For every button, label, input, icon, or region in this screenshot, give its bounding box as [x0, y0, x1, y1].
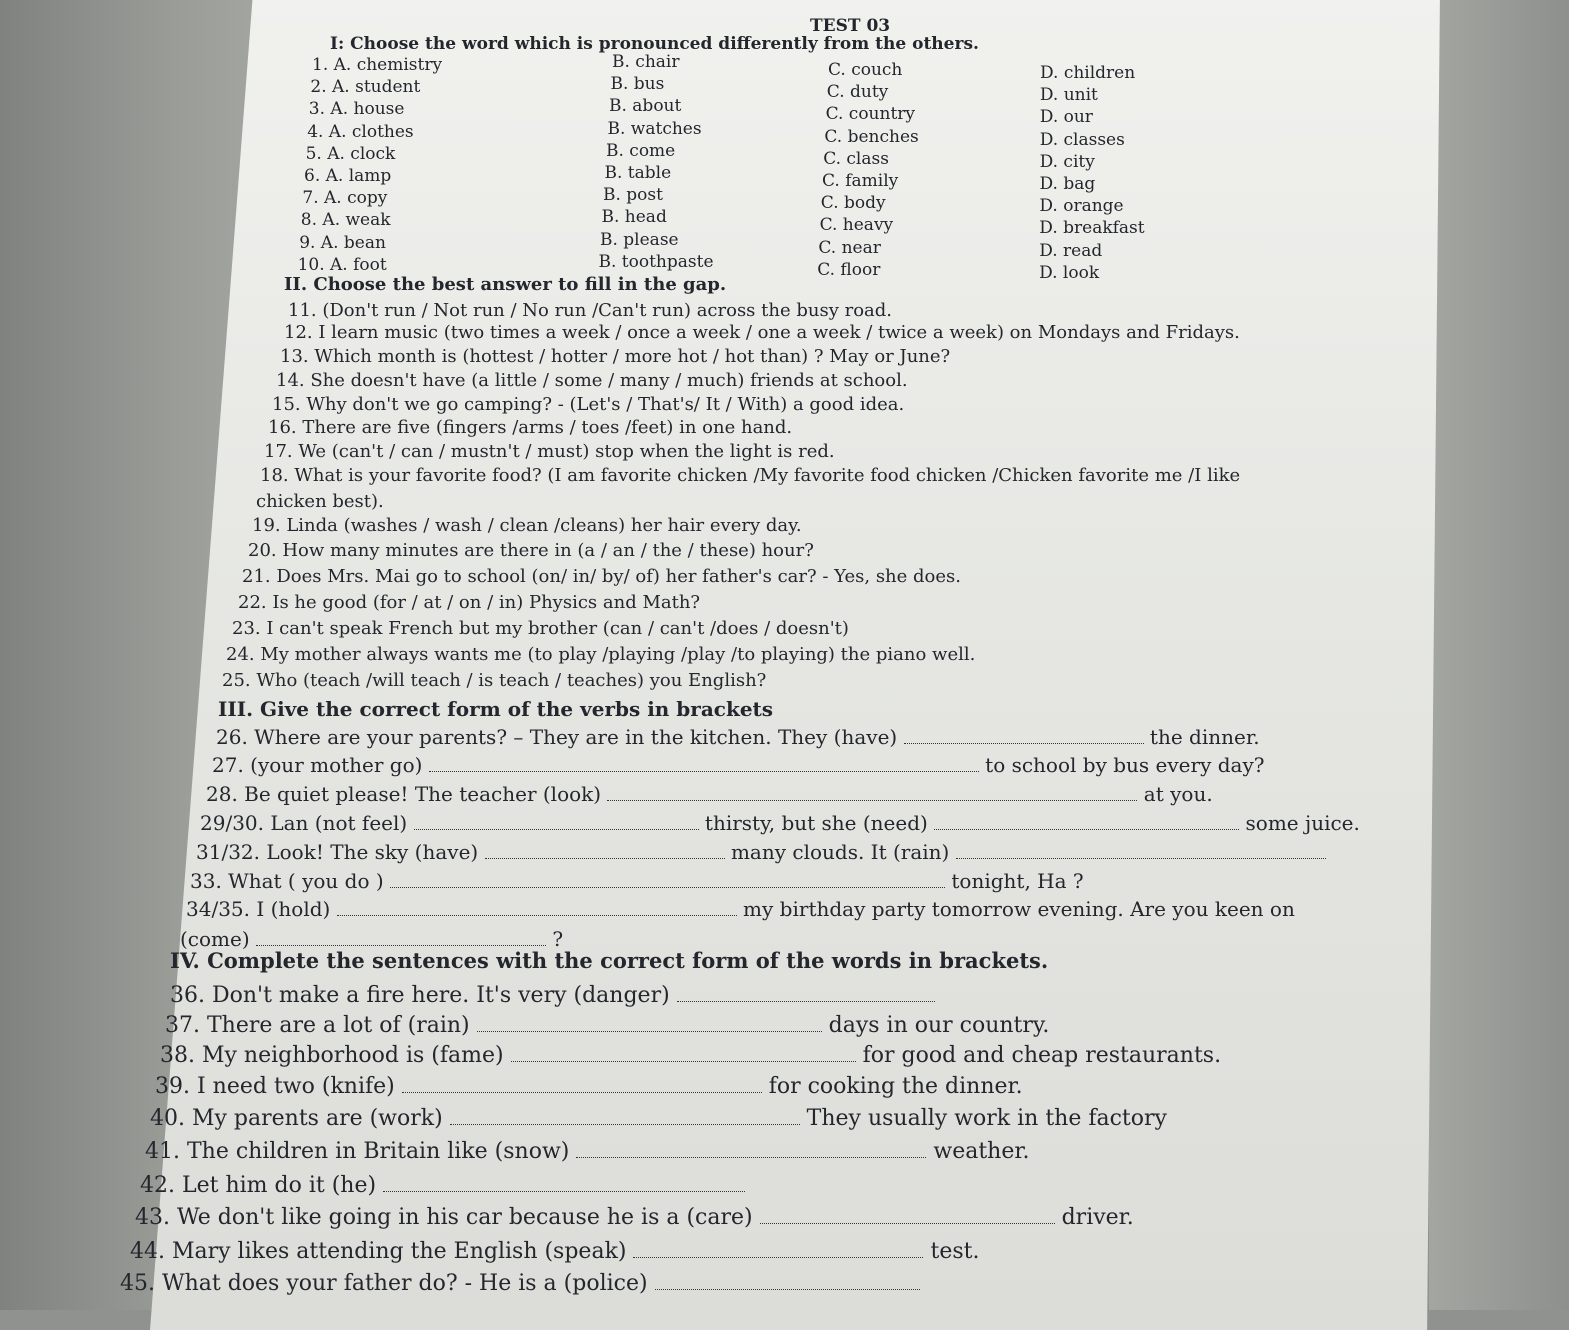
answer-blank[interactable]: [429, 755, 979, 772]
question-text: 37. There are a lot of (rain): [165, 1013, 477, 1038]
option-q2-B: B. bus: [610, 74, 665, 95]
option-q9-C: C. near: [818, 237, 881, 258]
option-q1-A: 1. A. chemistry: [312, 55, 443, 75]
question-text: test.: [923, 1239, 980, 1264]
option-q1-C: C. couch: [828, 60, 903, 80]
answer-blank[interactable]: [576, 1139, 926, 1158]
option-q10-B: B. toothpaste: [598, 251, 714, 272]
section4-heading: IV. Complete the sentences with the correct form of the words in brackets.: [170, 948, 1049, 973]
question-text: 43. We don't like going in his car because he is a (care): [135, 1205, 760, 1230]
question-text: some juice.: [1239, 811, 1360, 835]
question-text: 26. Where are your parents? – They are in the kitchen. They (have): [216, 725, 904, 749]
option-q8-C: C. heavy: [819, 215, 894, 236]
question-line-4: 14. She doesn't have (a little / some / many / much) friends at school.: [276, 370, 908, 391]
question-text: 34/35. I (hold): [186, 897, 337, 921]
question-text: 39. I need two (knife): [155, 1074, 402, 1099]
question-text: 31/32. Look! The sky (have): [196, 840, 485, 864]
answer-blank[interactable]: [402, 1074, 762, 1093]
question-line-12: 21. Does Mrs. Mai go to school (on/ in/ by/ of) her father's car? - Yes, she does.: [242, 566, 961, 587]
word-form-question-2: [165, 1013, 1049, 1038]
option-q2-A: 2. A. student: [310, 77, 421, 98]
question-text: the dinner.: [1143, 725, 1260, 749]
test-title: TEST 03: [810, 16, 891, 36]
option-q9-D: D. read: [1039, 240, 1103, 261]
answer-blank[interactable]: [760, 1205, 1055, 1224]
question-line-11: 20. How many minutes are there in (a / an / the / these) hour?: [248, 540, 814, 561]
answer-blank[interactable]: [607, 784, 1137, 801]
option-q3-B: B. about: [609, 96, 682, 117]
question-text: to school by bus every day?: [978, 753, 1265, 777]
verb-question-5: [196, 840, 1326, 864]
answer-blank[interactable]: [337, 899, 737, 916]
option-q5-A: 5. A. clock: [305, 143, 396, 164]
verb-question-4: [200, 811, 1360, 835]
option-q6-B: B. table: [604, 163, 672, 183]
answer-blank[interactable]: [383, 1173, 745, 1192]
question-line-9: chicken best).: [256, 491, 384, 512]
question-text: They usually work in the factory: [799, 1106, 1167, 1131]
question-line-10: 19. Linda (washes / wash / clean /cleans) her hair every day.: [252, 515, 802, 536]
question-text: days in our country.: [821, 1013, 1050, 1038]
option-q4-A: 4. A. clothes: [307, 121, 414, 142]
section1-heading: I: Choose the word which is pronounced differently from the others.: [330, 34, 979, 54]
word-form-question-6: [145, 1139, 1029, 1164]
question-text: tonight, Ha ?: [945, 869, 1084, 893]
answer-blank[interactable]: [956, 842, 1326, 859]
answer-blank[interactable]: [677, 983, 935, 1002]
answer-blank[interactable]: [904, 727, 1144, 744]
question-line-14: 23. I can't speak French but my brother (can / can't /does / doesn't): [232, 618, 849, 639]
answer-blank[interactable]: [477, 1013, 822, 1032]
question-line-8: 18. What is your favorite food? (I am favorite chicken /My favorite food chicken /Chicken favorite me /I like: [260, 465, 1241, 486]
option-q9-B: B. please: [600, 229, 679, 250]
verb-question-7: [186, 897, 1295, 921]
option-q1-B: B. chair: [612, 52, 680, 72]
answer-blank[interactable]: [485, 842, 725, 859]
answer-blank[interactable]: [450, 1106, 800, 1125]
word-form-question-7: [140, 1173, 745, 1198]
word-form-question-1: [170, 983, 935, 1008]
option-q7-C: C. body: [820, 193, 886, 214]
option-q6-D: D. bag: [1039, 174, 1096, 194]
option-q10-A: 10. A. foot: [297, 254, 387, 275]
question-line-5: 15. Why don't we go camping? - (Let's / That's/ It / With) a good idea.: [272, 394, 905, 415]
option-q8-A: 8. A. weak: [300, 210, 391, 231]
word-form-question-4: [155, 1074, 1023, 1099]
question-line-7: 17. We (can't / can / mustn't / must) stop when the light is red.: [264, 441, 835, 462]
answer-blank[interactable]: [414, 813, 699, 830]
option-q4-D: D. classes: [1039, 129, 1125, 150]
option-q3-A: 3. A. house: [308, 99, 405, 120]
question-text: for good and cheap restaurants.: [855, 1043, 1222, 1068]
option-q10-C: C. floor: [817, 259, 881, 280]
answer-blank[interactable]: [390, 871, 945, 888]
question-text: many clouds. It (rain): [724, 840, 956, 864]
question-text: for cooking the dinner.: [761, 1074, 1023, 1099]
question-text: 45. What does your father do? - He is a (police): [120, 1271, 655, 1296]
option-q4-C: C. benches: [824, 126, 919, 147]
option-q7-D: D. orange: [1039, 196, 1124, 217]
background-right: [1429, 0, 1569, 1310]
option-q10-D: D. look: [1039, 262, 1100, 283]
option-q5-D: D. city: [1039, 151, 1095, 172]
answer-blank[interactable]: [256, 929, 546, 946]
verb-question-2: [212, 753, 1264, 777]
answer-blank[interactable]: [655, 1271, 920, 1290]
verb-question-8: [180, 927, 563, 951]
answer-blank[interactable]: [633, 1239, 923, 1258]
option-q4-B: B. watches: [607, 118, 702, 139]
option-q5-C: C. class: [823, 148, 889, 169]
verb-question-3: [206, 782, 1213, 806]
section2-heading: II. Choose the best answer to fill in the gap.: [284, 274, 727, 295]
question-line-13: 22. Is he good (for / at / on / in) Physics and Math?: [238, 592, 701, 613]
option-q6-C: C. family: [822, 171, 899, 191]
word-form-question-9: [130, 1239, 979, 1264]
word-form-question-3: [160, 1043, 1221, 1068]
question-line-6: 16. There are five (fingers /arms / toes /feet) in one hand.: [268, 417, 793, 438]
question-text: thirsty, but she (need): [698, 811, 935, 835]
verb-question-6: [190, 869, 1084, 893]
question-text: 33. What ( you do ): [190, 869, 391, 893]
option-q5-B: B. come: [606, 140, 676, 161]
question-text: 28. Be quiet please! The teacher (look): [206, 782, 608, 806]
word-form-question-5: [150, 1106, 1167, 1131]
answer-blank[interactable]: [511, 1043, 856, 1062]
question-text: 41. The children in Britain like (snow): [145, 1139, 577, 1164]
question-text: 44. Mary likes attending the English (speak): [130, 1239, 634, 1264]
option-q2-D: D. unit: [1039, 85, 1098, 106]
question-text: 40. My parents are (work): [150, 1106, 450, 1131]
option-q6-A: 6. A. lamp: [304, 166, 392, 186]
option-q8-B: B. head: [601, 207, 667, 228]
question-text: weather.: [926, 1139, 1030, 1164]
word-form-question-8: [135, 1205, 1134, 1230]
question-text: 29/30. Lan (not feel): [200, 811, 414, 835]
question-text: 38. My neighborhood is (fame): [160, 1043, 511, 1068]
question-text: my birthday party tomorrow evening. Are you keen on: [736, 897, 1295, 921]
question-line-3: 13. Which month is (hottest / hotter / more hot / hot than) ? May or June?: [280, 346, 951, 367]
question-text: 36. Don't make a fire here. It's very (danger): [170, 983, 677, 1008]
question-line-15: 24. My mother always wants me (to play /playing /play /to playing) the piano well.: [226, 644, 976, 665]
question-text: at you.: [1137, 782, 1213, 806]
question-line-1: 11. (Don't run / Not run / No run /Can't run) across the busy road.: [288, 300, 893, 321]
option-q8-D: D. breakfast: [1039, 218, 1145, 239]
option-q9-A: 9. A. bean: [299, 232, 386, 253]
question-line-2: 12. I learn music (two times a week / once a week / one a week / twice a week) on Mondays and Fridays.: [284, 322, 1240, 343]
option-q7-B: B. post: [603, 185, 663, 206]
question-text: 27. (your mother go): [212, 753, 429, 777]
option-q1-D: D. children: [1040, 63, 1136, 83]
question-text: 42. Let him do it (he): [140, 1173, 384, 1198]
option-q3-C: C. country: [825, 104, 916, 125]
option-q3-D: D. our: [1039, 107, 1093, 128]
word-form-question-10: [120, 1271, 920, 1296]
section3-heading: III. Give the correct form of the verbs in brackets: [218, 697, 774, 721]
question-text: (come): [180, 927, 257, 951]
answer-blank[interactable]: [934, 813, 1239, 830]
verb-question-1: [216, 725, 1260, 749]
question-line-16: 25. Who (teach /will teach / is teach / teaches) you English?: [222, 670, 767, 691]
option-q7-A: 7. A. copy: [302, 188, 388, 209]
option-q2-C: C. duty: [826, 82, 889, 103]
question-text: driver.: [1054, 1205, 1134, 1230]
question-text: ?: [546, 927, 564, 951]
